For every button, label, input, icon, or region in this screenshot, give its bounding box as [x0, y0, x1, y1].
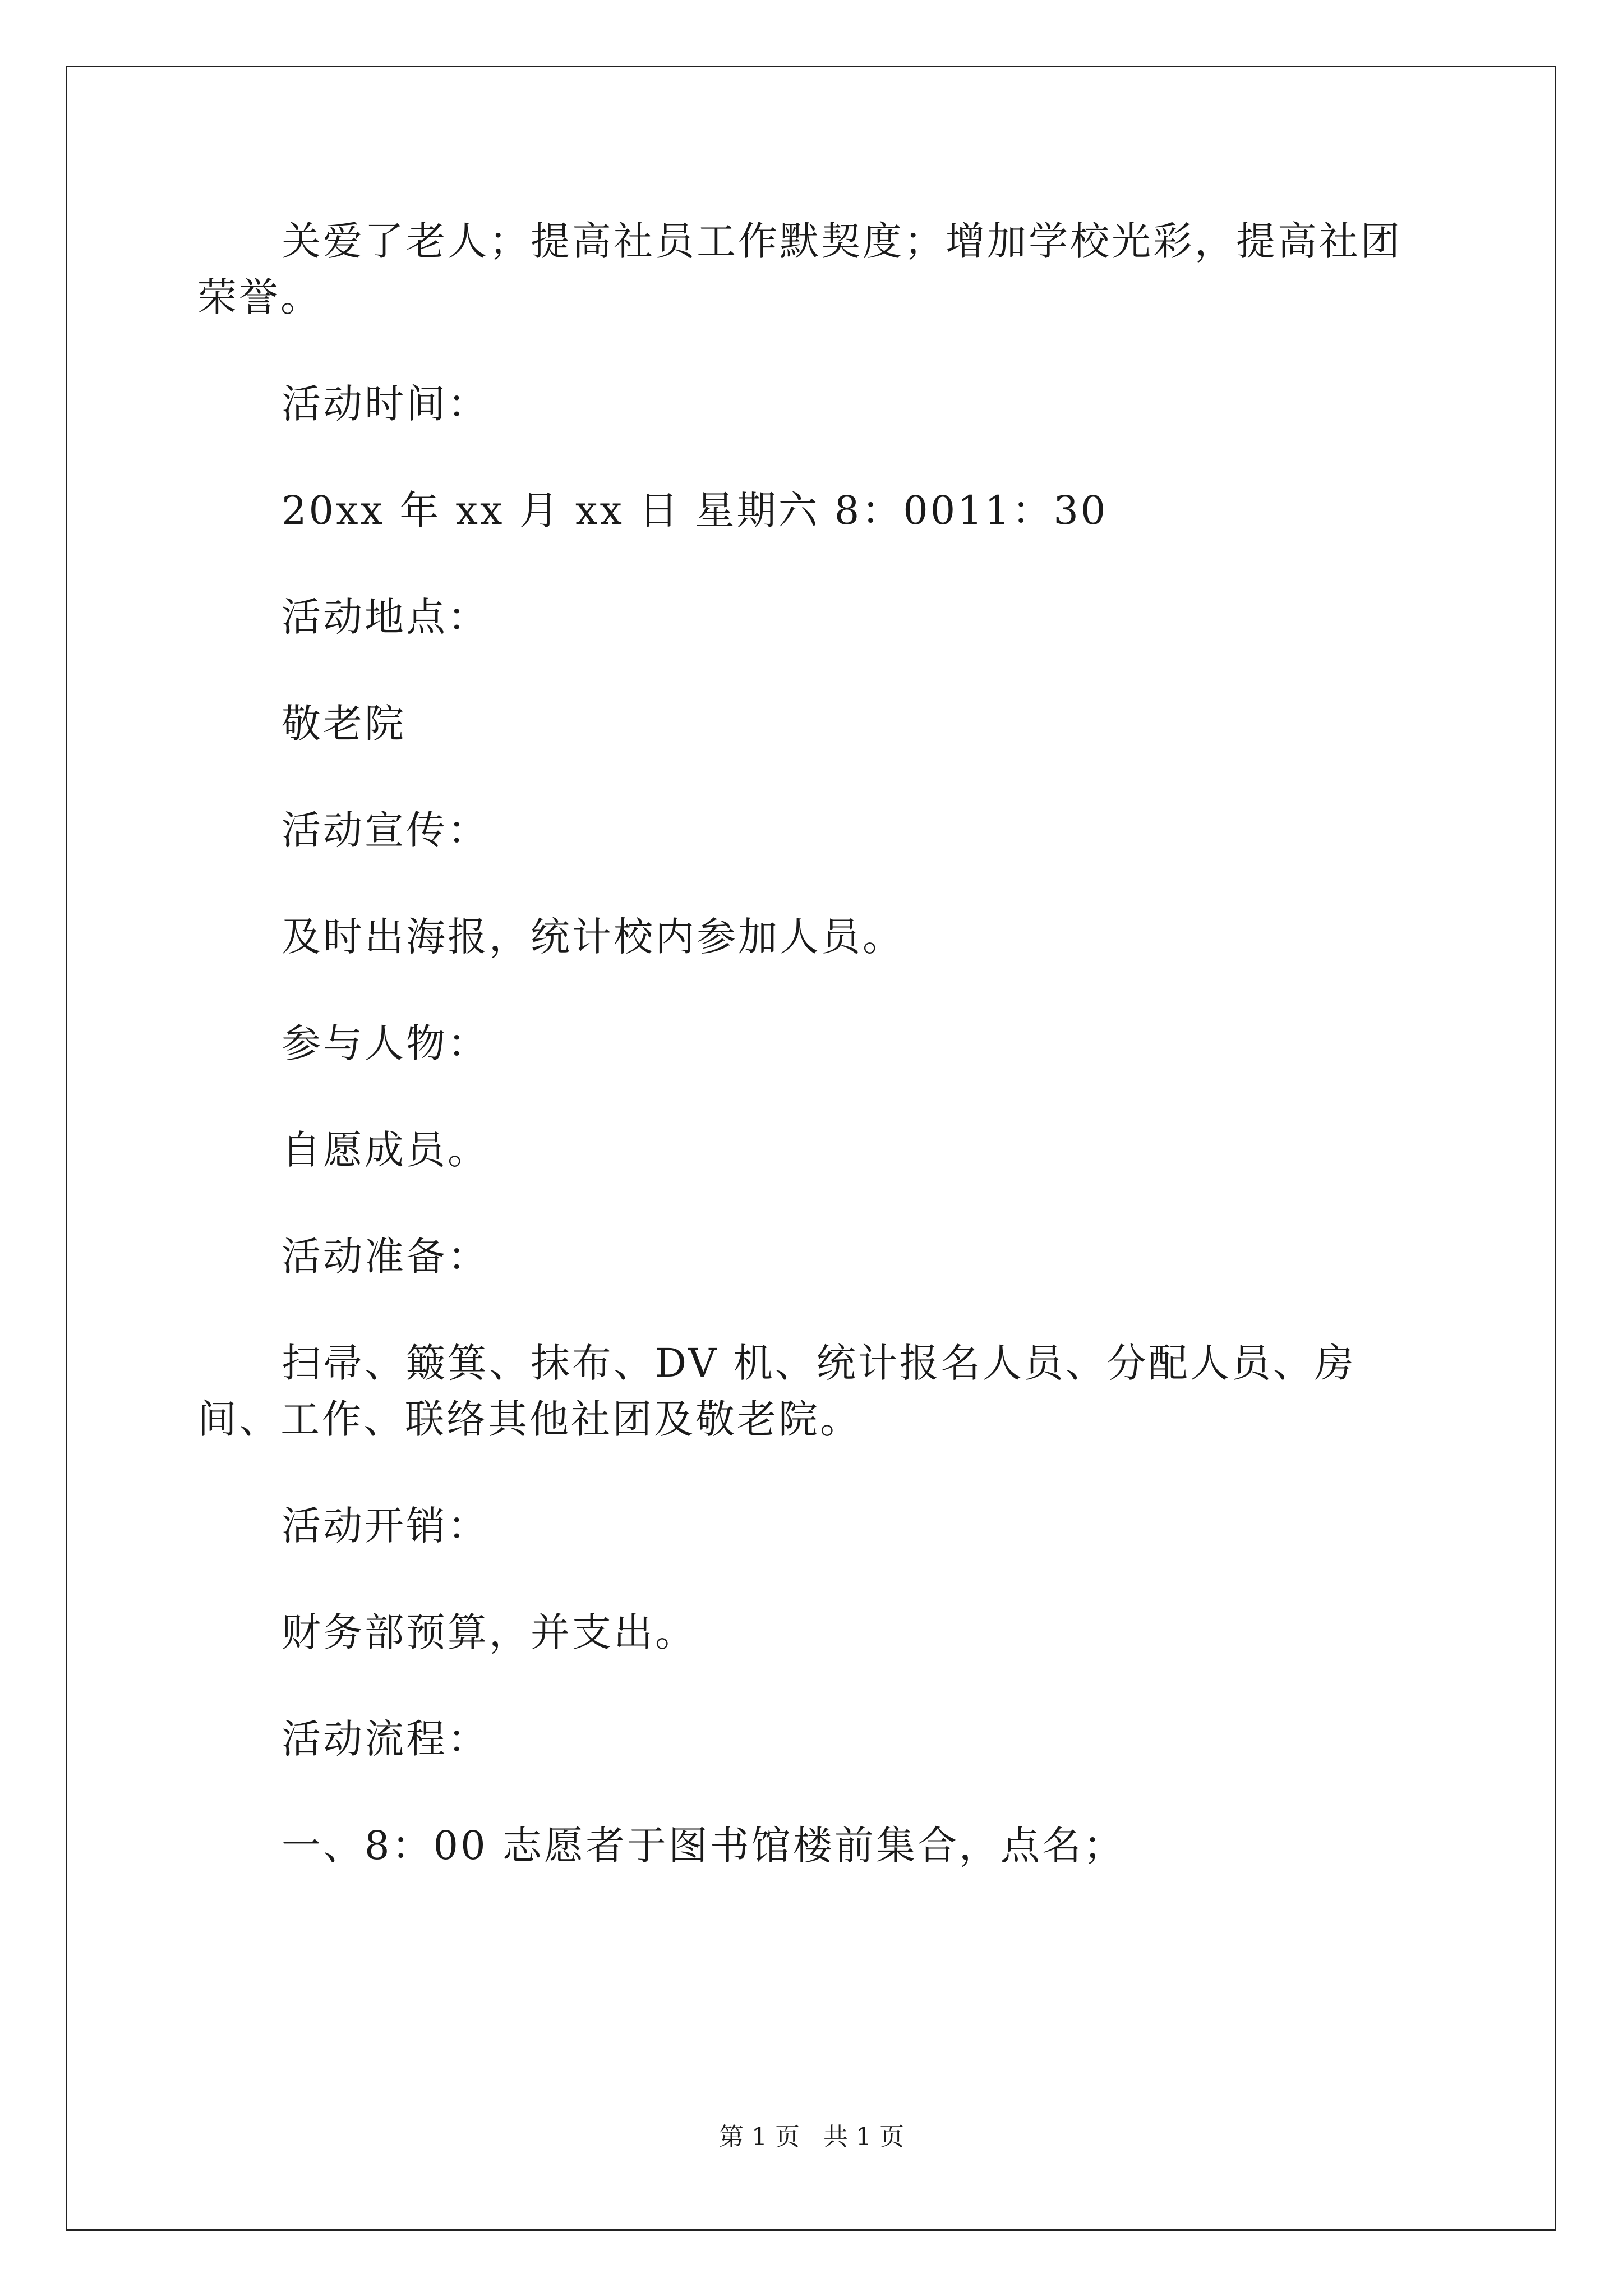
expenses-value: 财务部预算，并支出。: [282, 1609, 697, 1655]
process-step-1: 一、8：00 志愿者于图书馆楼前集合，点名；: [282, 1823, 1125, 1869]
paragraph-outcome: 关爱了老人；提高社员工作默契度；增加学校光彩，提高社团荣誉。: [197, 218, 1402, 320]
heading-activity-location: 活动地点：: [282, 594, 489, 640]
activity-promotion-value: 及时出海报，统计校内参加人员。: [282, 914, 904, 960]
participants-value: 自愿成员。: [282, 1127, 489, 1173]
heading-participants: 参与人物：: [282, 1020, 489, 1066]
heading-expenses: 活动开销：: [282, 1503, 489, 1549]
heading-activity-time: 活动时间：: [282, 381, 489, 427]
heading-process: 活动流程：: [282, 1716, 489, 1762]
document-body: [197, 213, 1431, 1924]
activity-time-value: 20xx 年 xx 月 xx 日 星期六 8：0011：30: [282, 487, 1108, 533]
preparation-value: 扫帚、簸箕、抹布、DV 机、统计报名人员、分配人员、房间、工作、联络其他社团及敬老院。: [197, 1340, 1356, 1442]
heading-activity-promotion: 活动宣传：: [282, 807, 489, 853]
page-number-footer: 第 1 页 共 1 页: [719, 2123, 904, 2151]
heading-preparation: 活动准备：: [282, 1234, 489, 1280]
activity-location-value: 敬老院: [282, 701, 406, 747]
